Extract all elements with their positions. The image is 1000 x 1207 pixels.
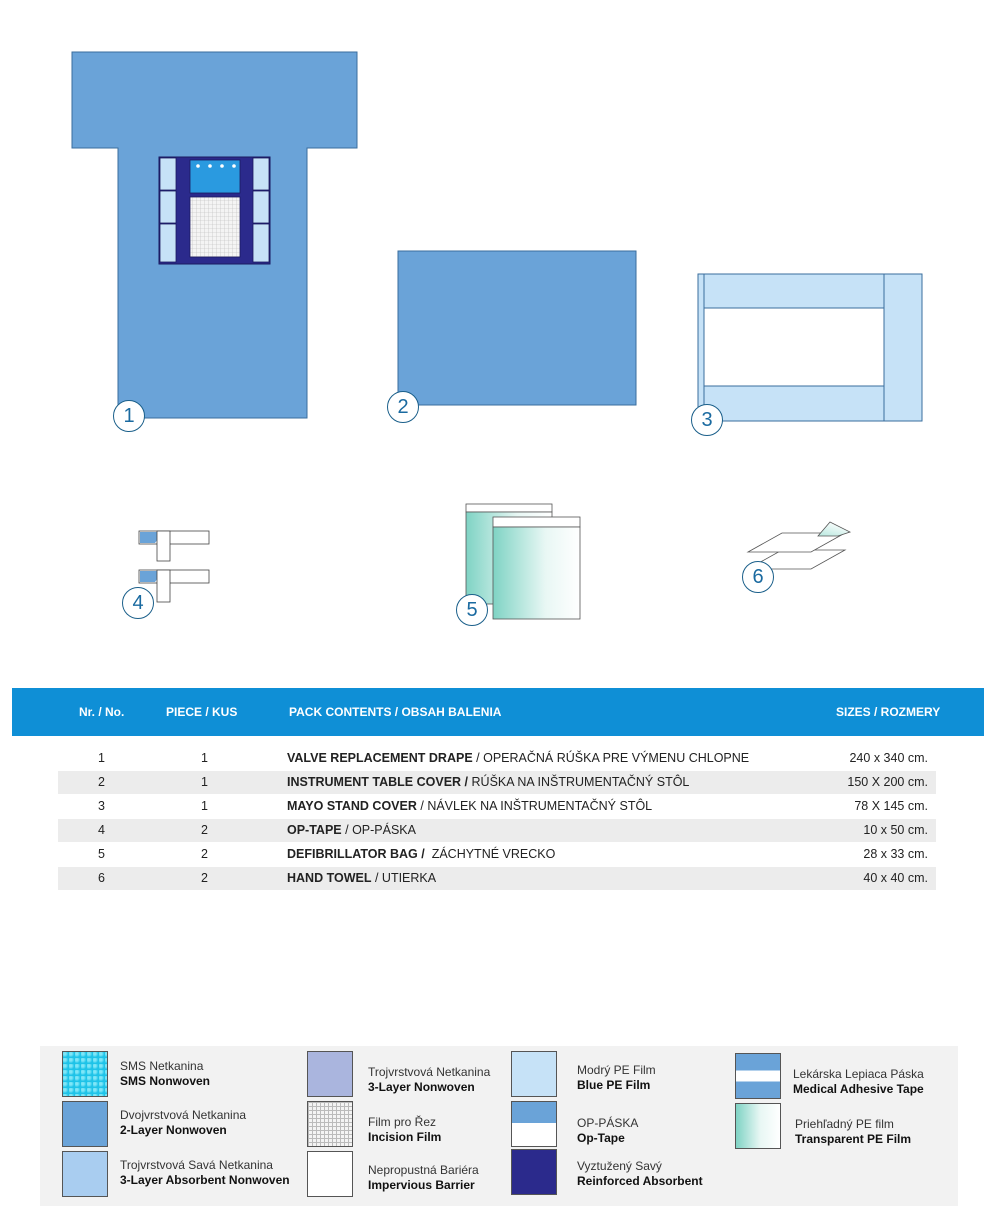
cell-nr: 6 [98,871,105,885]
cell-size: 10 x 50 cm. [863,823,928,837]
cell-piece: 2 [201,823,208,837]
three-layer-absorbent-swatch [62,1151,108,1197]
blue-pe-film-swatch [511,1051,557,1097]
header-piece: PIECE / KUS [166,705,238,719]
cell-contents: OP-TAPE / OP-PÁSKA [287,823,416,837]
legend-label: Modrý PE Film Blue PE Film [577,1063,656,1092]
item-number-badge: 3 [691,404,723,436]
sms-nonwoven-swatch [62,1051,108,1097]
cell-piece: 2 [201,871,208,885]
item-number-badge: 2 [387,391,419,423]
incision-film-swatch [307,1101,353,1147]
cell-contents: VALVE REPLACEMENT DRAPE / OPERAČNÁ RÚŠKA PRE VÝMENU CHLOPNE [287,751,750,765]
transparent-pe-film-swatch [735,1103,781,1149]
cell-contents: HAND TOWEL / UTIERKA [287,871,437,885]
legend-label: Trojvrstvová Netkanina 3-Layer Nonwoven [368,1065,491,1094]
cell-size: 78 X 145 cm. [854,799,928,813]
cell-size: 150 X 200 cm. [847,775,928,789]
legend-label: OP-PÁSKA Op-Tape [577,1116,639,1145]
table-row [58,771,936,794]
valve-replacement-drape [72,52,357,418]
legend-label: Vyztužený Savý Reinforced Absorbent [577,1159,703,1188]
reinforced-absorbent-swatch [511,1149,557,1195]
cell-nr: 2 [98,775,105,789]
header-nr: Nr. / No. [79,705,125,719]
item-number-badge: 4 [122,587,154,619]
item-number-badge: 5 [456,594,488,626]
table-header [12,688,984,736]
item-number-badge: 6 [742,561,774,593]
legend-label: Priehľadný PE film Transparent PE Film [795,1117,912,1146]
legend-label: Film pro Řez Incision Film [368,1115,442,1144]
material-legend [40,1046,958,1206]
header-sizes: SIZES / ROZMERY [836,705,941,719]
header-contents: PACK CONTENTS / OBSAH BALENIA [289,705,502,719]
legend-label: Trojvrstvová Savá Netkanina 3-Layer Absorbent Nonwoven [120,1158,290,1187]
instrument-table-cover [398,251,636,405]
legend-label: SMS Netkanina SMS Nonwoven [120,1059,211,1088]
item-number-badge: 1 [113,400,145,432]
cell-nr: 1 [98,751,105,765]
cell-piece: 2 [201,847,208,861]
table-row [58,819,936,842]
medical-adhesive-tape-swatch [735,1053,781,1099]
table-row [58,795,936,818]
legend-label: Lekárska Lepiaca Páska Medical Adhesive Tape [793,1067,924,1096]
cell-size: 40 x 40 cm. [863,871,928,885]
cell-nr: 3 [98,799,105,813]
cell-piece: 1 [201,775,208,789]
table-row [58,867,936,890]
table-row [58,843,936,866]
cell-contents: INSTRUMENT TABLE COVER / RÚŠKA NA INŠTRUMENTAČNÝ STÔL [287,775,690,789]
cell-size: 28 x 33 cm. [863,847,928,861]
legend-label: Dvojvrstvová Netkanina 2-Layer Nonwoven [120,1108,247,1137]
table-row [58,747,936,770]
cell-contents: MAYO STAND COVER / NÁVLEK NA INŠTRUMENTAČNÝ STÔL [287,799,653,813]
cell-size: 240 x 340 cm. [849,751,928,765]
cell-contents: DEFIBRILLATOR BAG / ZÁCHYTNÉ VRECKO [287,847,556,861]
two-layer-nonwoven-swatch [62,1101,108,1147]
cell-piece: 1 [201,799,208,813]
cell-nr: 5 [98,847,105,861]
cell-nr: 4 [98,823,105,837]
impervious-barrier-swatch [307,1151,353,1197]
mayo-stand-cover [698,274,922,421]
cell-piece: 1 [201,751,208,765]
legend-label: Nepropustná Bariéra Impervious Barrier [368,1163,479,1192]
three-layer-nonwoven-swatch [307,1051,353,1097]
op-tape-swatch [511,1101,557,1147]
